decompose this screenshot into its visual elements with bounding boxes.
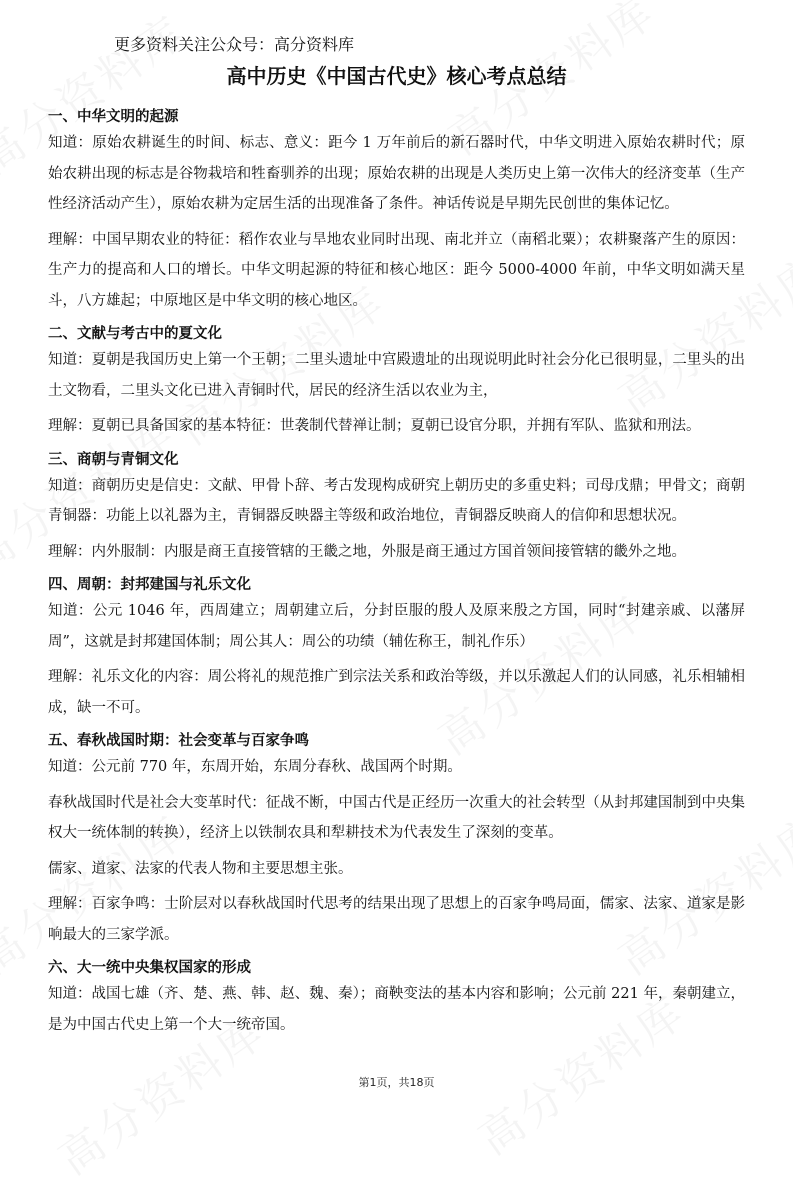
paragraph: 知道：夏朝是我国历史上第一个王朝；二里头遗址中宫殿遗址的出现说明此时社会分化已很明显，二里头的出土文物看，二里头文化已进入青铜时代，居民的经济生活以农业为主， bbox=[48, 352, 745, 399]
page-title: 高中历史《中国古代史》核心考点总结 bbox=[226, 64, 567, 88]
section-shang bbox=[48, 447, 745, 568]
section-heading: 三、商朝与青铜文化 bbox=[48, 451, 179, 468]
paragraph: 理解：礼乐文化的内容：周公将礼的规范推广到宗法关系和政治等级，并以乐激起人们的认同感，礼乐相辅相成，缺一不可。 bbox=[48, 669, 745, 716]
paragraph: 儒家、道家、法家的代表人物和主要思想主张。 bbox=[48, 860, 353, 877]
header-note: 更多资料关注公众号：高分资料库 bbox=[114, 35, 355, 54]
section-heading: 五、春秋战国时期：社会变革与百家争鸣 bbox=[48, 733, 309, 749]
paragraph: 理解：百家争鸣：士阶层对以春秋战国时代思考的结果出现了思想上的百家争鸣局面，儒家、法家、道家是影响最大的三家学派。 bbox=[48, 896, 745, 943]
paragraph: 理解：夏朝已具备国家的基本特征：世袭制代替禅让制；夏朝已设官分职，并拥有军队、监狱和刑法。 bbox=[48, 418, 701, 434]
paragraph: 知道：公元前 770 年，东周开始，东周分春秋、战国两个时期。 bbox=[48, 759, 462, 775]
paragraph: 知道：公元 1046 年，西周建立；周朝建立后，分封臣服的殷人及原来殷之方国，同时“封建亲戚、以藩屏周”，这就是封邦建国体制；周公其人：周公的功绩（辅佐称王，制礼作乐） bbox=[48, 603, 745, 650]
paragraph: 理解：内外服制：内服是商王直接管辖的王畿之地，外服是商王通过方国首领间接管辖的畿外之地。 bbox=[48, 543, 686, 560]
section-heading: 二、文献与考古中的夏文化 bbox=[48, 326, 222, 342]
paragraph: 理解：中国早期农业的特征：稻作农业与旱地农业同时出现、南北并立（南稻北粟）；农耕聚落产生的原因：生产力的提高和人口的增长。中华文明起源的特征和核心地区：距今 5000-4000 年前，中华文明如满天星斗，八方雄起；中原地区是中华文明的核心地区。 bbox=[48, 231, 745, 309]
section-xia bbox=[48, 321, 745, 442]
section-heading: 四、周朝：封邦建国与礼乐文化 bbox=[48, 577, 251, 593]
paragraph: 知道：商朝历史是信史：文献、甲骨卜辞、考古发现构成研究上朝历史的多重史料；司母戊鼎；甲骨文；商朝青铜器：功能上以礼器为主，青铜器反映器主等级和政治地位，青铜器反映商人的信仰和思想状况。 bbox=[48, 477, 745, 524]
document-body bbox=[48, 104, 745, 1045]
paragraph: 春秋战国时代是社会大变革时代：征战不断，中国古代是正经历一次重大的社会转型（从封邦建国制到中央集权大一统体制的转换），经济上以铁制农具和犁耕技术为代表发生了深刻的变革。 bbox=[48, 794, 745, 841]
paragraph: 知道：原始农耕诞生的时间、标志、意义：距今 1 万年前后的新石器时代，中华文明进入原始农耕时代；原始农耕出现的标志是谷物栽培和牲畜驯养的出现；原始农耕的出现是人类历史上第一次伟大的经济变革（生产性经济活动产生），原始农耕为定居生活的出现准备了条件。神话传说是早期先民创世的集体记忆。 bbox=[48, 135, 745, 212]
paragraph: 知道：战国七雄（齐、楚、燕、韩、赵、魏、秦）；商鞅变法的基本内容和影响；公元前 221 年，秦朝建立，是为中国古代史上第一个大一统帝国。 bbox=[48, 986, 745, 1033]
section-zhou bbox=[48, 572, 745, 723]
section-spring-autumn bbox=[48, 728, 745, 950]
section-heading: 一、中华文明的起源 bbox=[48, 109, 179, 125]
section-unification bbox=[48, 955, 745, 1040]
section-origin bbox=[48, 104, 745, 316]
page-number: 第1页，共18页 bbox=[358, 1076, 435, 1089]
section-heading: 六、大一统中央集权国家的形成 bbox=[48, 960, 251, 976]
